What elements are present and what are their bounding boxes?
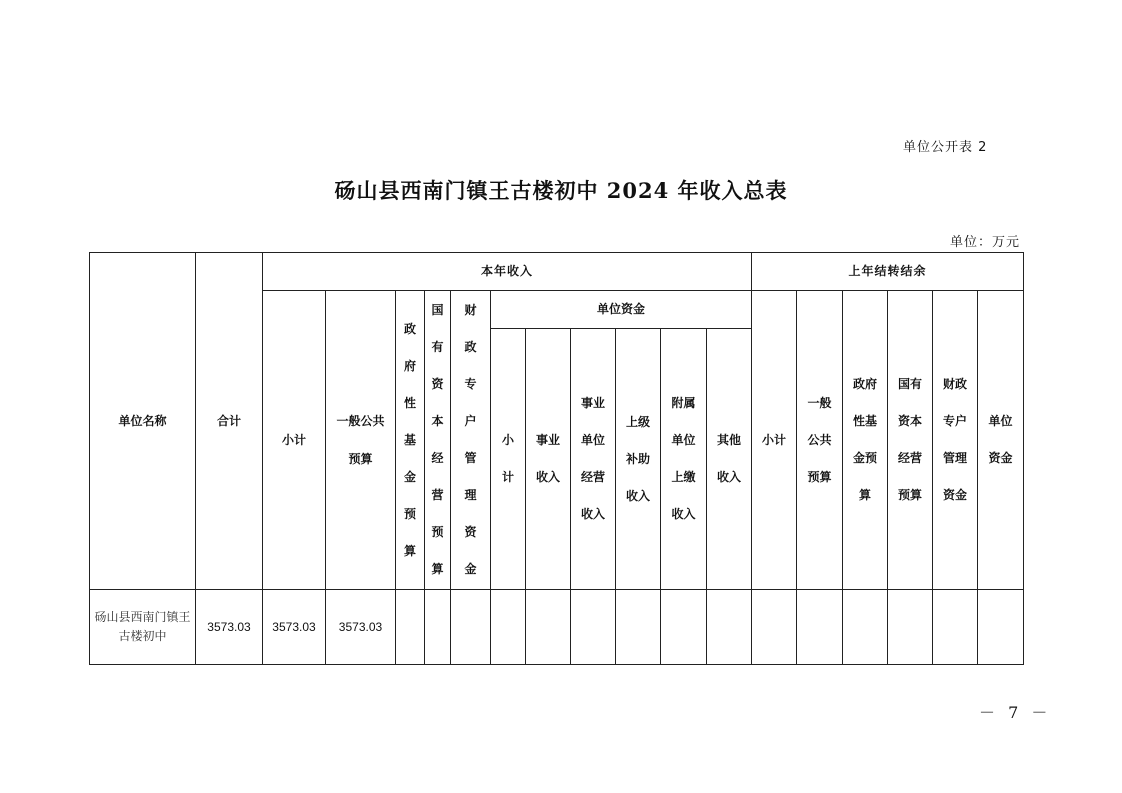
header-state-capital-budget [425,291,451,590]
header-current-year: 本年收入 [263,253,752,291]
header-gov-fund-budget-label: 政府性基金预算 [403,321,416,558]
header-total: 合计 [196,253,263,590]
header-py-fiscal-special-fund-label: 财政专户管理资金 [942,377,967,502]
header-uf-operating-income [571,329,616,590]
cell-py-gov-fund-budget [843,590,888,665]
cell-py-fiscal-special-fund [933,590,978,665]
header-prior-year: 上年结转结余 [752,253,1024,291]
cell-total: 3573.03 [196,590,263,665]
header-uf-business-income-label: 事业收入 [535,433,560,484]
header-uf-superior-subsidy-label: 上级补助收入 [625,414,650,503]
header-gov-fund-budget [396,291,425,590]
table-label: 单位公开表 2 [903,140,988,155]
cell-py-subtotal [752,590,797,665]
cell-unit-name: 砀山县西南门镇王古楼初中 [90,590,196,665]
header-py-subtotal: 小计 [752,291,797,590]
header-py-state-capital-budget [888,291,933,590]
header-uf-subtotal-label: 小计 [501,433,514,484]
header-uf-superior-subsidy [616,329,661,590]
header-py-state-capital-budget-label: 国有资本经营预算 [897,377,922,502]
header-py-general-budget [797,291,843,590]
cell-uf-business-income [526,590,571,665]
header-py-fiscal-special-fund [933,291,978,590]
cell-subtotal: 3573.03 [263,590,326,665]
page-number: － 7 － [979,703,1052,722]
header-uf-affiliated-remit [661,329,707,590]
table-row [90,590,1024,665]
header-py-unit-funds-label: 单位资金 [988,414,1013,465]
header-general-budget-label: 一般公共预算 [336,414,385,466]
header-py-gov-fund-budget [843,291,888,590]
header-uf-operating-income-label: 事业单位经营收入 [580,396,605,521]
cell-state-capital-budget [425,590,451,665]
header-general-budget [326,291,396,590]
cell-uf-subtotal [491,590,526,665]
header-uf-business-income [526,329,571,590]
header-py-gov-fund-budget-label: 政府性基金预算 [852,377,877,502]
header-fiscal-special-fund-label: 财政专户管理资金 [464,303,477,576]
header-py-general-budget-label: 一般公共预算 [807,395,832,484]
cell-gov-fund-budget [396,590,425,665]
cell-uf-operating-income [571,590,616,665]
cell-py-general-budget [797,590,843,665]
cell-uf-other-income [707,590,752,665]
income-summary-table [89,252,1024,665]
unit-label: 单位：万元 [950,235,1021,250]
header-unit-name: 单位名称 [90,253,196,590]
header-uf-other-income-label: 其他收入 [716,433,741,484]
header-uf-affiliated-remit-label: 附属单位上缴收入 [671,396,696,521]
cell-py-state-capital-budget [888,590,933,665]
header-fiscal-special-fund [451,291,491,590]
header-state-capital-budget-label: 国有资本经营预算 [431,303,444,576]
header-subtotal: 小计 [263,291,326,590]
header-uf-subtotal [491,329,526,590]
header-uf-other-income [707,329,752,590]
cell-uf-superior-subsidy [616,590,661,665]
cell-py-unit-funds [978,590,1024,665]
cell-fiscal-special-fund [451,590,491,665]
cell-uf-affiliated-remit [661,590,707,665]
page-title: 砀山县西南门镇王古楼初中 2024 年收入总表 [334,178,788,203]
header-unit-funds: 单位资金 [491,291,752,329]
header-py-unit-funds [978,291,1024,590]
cell-general-budget: 3573.03 [326,590,396,665]
